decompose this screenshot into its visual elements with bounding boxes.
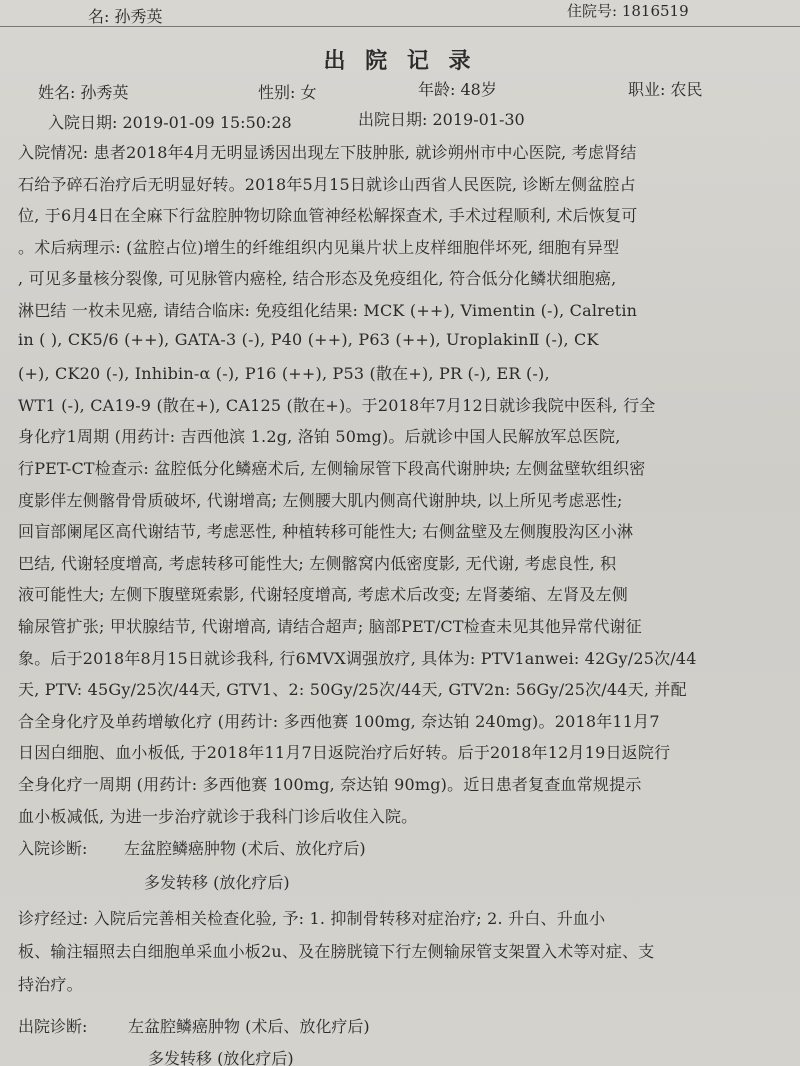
patient-name: 姓名: 孙秀英 bbox=[38, 83, 129, 102]
body-text-line: 身化疗1周期 (用药计: 吉西他滨 1.2g, 洛铂 50mg)。后就诊中国人民解放军总医院, bbox=[18, 427, 621, 447]
patient-gender: 性别: 女 bbox=[258, 83, 317, 102]
admit-diagnosis-label: 入院诊断: bbox=[18, 839, 88, 858]
admit-date: 入院日期: 2019-01-09 15:50:28 bbox=[48, 113, 292, 132]
body-text-line: , 可见多量核分裂像, 可见脉管内癌栓, 结合形态及免疫组化, 符合低分化鳞状细胞癌, bbox=[18, 269, 617, 289]
body-text-line: 位, 于6月4日在全麻下行盆腔肿物切除血管神经松解探查术, 手术过程顺利, 术后恢复可 bbox=[18, 206, 638, 226]
document-title: 出 院 记 录 bbox=[323, 48, 477, 74]
body-text-line: 度影伴左侧髂骨骨质破坏, 代谢增高; 左侧腰大肌内侧高代谢肿块, 以上所见考虑恶性; bbox=[18, 490, 623, 510]
discharge-date: 出院日期: 2019-01-30 bbox=[358, 110, 525, 129]
body-text-line: 全身化疗一周期 (用药计: 多西他赛 100mg, 奈达铂 90mg)。近日患者复查血常规提示 bbox=[18, 775, 642, 794]
treatment-text-line: 持治疗。 bbox=[18, 975, 83, 994]
body-text-line: 合全身化疗及单药增敏化疗 (用药计: 多西他赛 100mg, 奈达铂 240mg)。2018年11月7 bbox=[18, 711, 660, 731]
body-text-line: 淋巴结 一枚未见癌, 请结合临床: 免疫组化结果: MCK (++), Vimentin (-), Calretin bbox=[18, 301, 638, 320]
body-text-line: 血小板减低, 为进一步治疗就诊于我科门诊后收住入院。 bbox=[18, 806, 418, 826]
admission-number: 住院号: 1816519 bbox=[567, 2, 689, 20]
body-text-line: 入院情况: 患者2018年4月无明显诱因出现左下肢肿胀, 就诊朔州市中心医院, 考虑肾结 bbox=[18, 143, 637, 162]
treatment-text-line: 诊疗经过: 入院后完善相关检查化验, 予: 1. 抑制骨转移对症治疗; 2. 升白、升血小 bbox=[18, 909, 606, 928]
admit-diagnosis-2: 多发转移 (放化疗后) bbox=[144, 873, 290, 892]
body-text-line: 行PET-CT检查示: 盆腔低分化鳞癌术后, 左侧输尿管下段高代谢肿块; 左侧盆壁软组织密 bbox=[18, 459, 646, 478]
body-text-line: 象。后于2018年8月15日就诊我科, 行6MVX调强放疗, 具体为: PTV1anwei: 42Gy/25次/44 bbox=[18, 648, 697, 668]
body-text-line: 液可能性大; 左侧下腹壁斑索影, 代谢轻度增高, 考虑术后改变; 左肾萎缩、左肾及左侧 bbox=[18, 585, 628, 605]
patient-occupation: 职业: 农民 bbox=[628, 80, 703, 99]
discharge-diagnosis-2: 多发转移 (放化疗后) bbox=[148, 1049, 294, 1066]
body-text-line: 石给予碎石治疗后无明显好转。2018年5月15日就诊山西省人民医院, 诊断左侧盆腔占 bbox=[18, 174, 636, 194]
discharge-diagnosis-label: 出院诊断: bbox=[18, 1017, 88, 1036]
body-text-line: WT1 (-), CA19-9 (散在+), CA125 (散在+)。于2018年7月12日就诊我院中医科, 行全 bbox=[18, 395, 656, 415]
body-text-line: in ( ), CK5/6 (++), GATA-3 (-), P40 (++), P63 (++), UroplakinⅡ (-), CK bbox=[18, 329, 599, 349]
discharge-diagnosis-1: 左盆腔鳞癌肿物 (术后、放化疗后) bbox=[128, 1017, 370, 1036]
body-text-line: 日因白细胞、血小板低, 于2018年11月7日返院治疗后好转。后于2018年12月19日返院行 bbox=[18, 743, 671, 763]
body-text-line: 。术后病理示: (盆腔占位)增生的纤维组织内见巢片状上皮样细胞伴坏死, 细胞有异型 bbox=[18, 237, 620, 257]
patient-name-top: 名: 孙秀英 bbox=[88, 7, 163, 26]
top-header-strip bbox=[0, 0, 800, 27]
treatment-text-line: 板、输注辐照去白细胞单采血小板2u、及在膀胱镜下行左侧输尿管支架置入术等对症、支 bbox=[18, 942, 655, 961]
body-text-line: 天, PTV: 45Gy/25次/44天, GTV1、2: 50Gy/25次/44天, GTV2n: 56Gy/25次/44天, 并配 bbox=[18, 680, 687, 700]
patient-age: 年龄: 48岁 bbox=[418, 80, 497, 99]
admit-diagnosis-1: 左盆腔鳞癌肿物 (术后、放化疗后) bbox=[124, 839, 366, 858]
body-text-line: 巴结, 代谢轻度增高, 考虑转移可能性大; 左侧髂窝内低密度影, 无代谢, 考虑良性, 积 bbox=[18, 553, 617, 573]
body-text-line: 回盲部阑尾区高代谢结节, 考虑恶性, 种植转移可能性大; 右侧盆壁及左侧腹股沟区小淋 bbox=[18, 522, 634, 542]
body-text-line: (+), CK20 (-), Inhibin-α (-), P16 (++), P53 (散在+), PR (-), ER (-), bbox=[18, 364, 550, 384]
body-text-line: 输尿管扩张; 甲状腺结节, 代谢增高, 请结合超声; 脑部PET/CT检查未见其他异常代谢征 bbox=[18, 617, 642, 636]
